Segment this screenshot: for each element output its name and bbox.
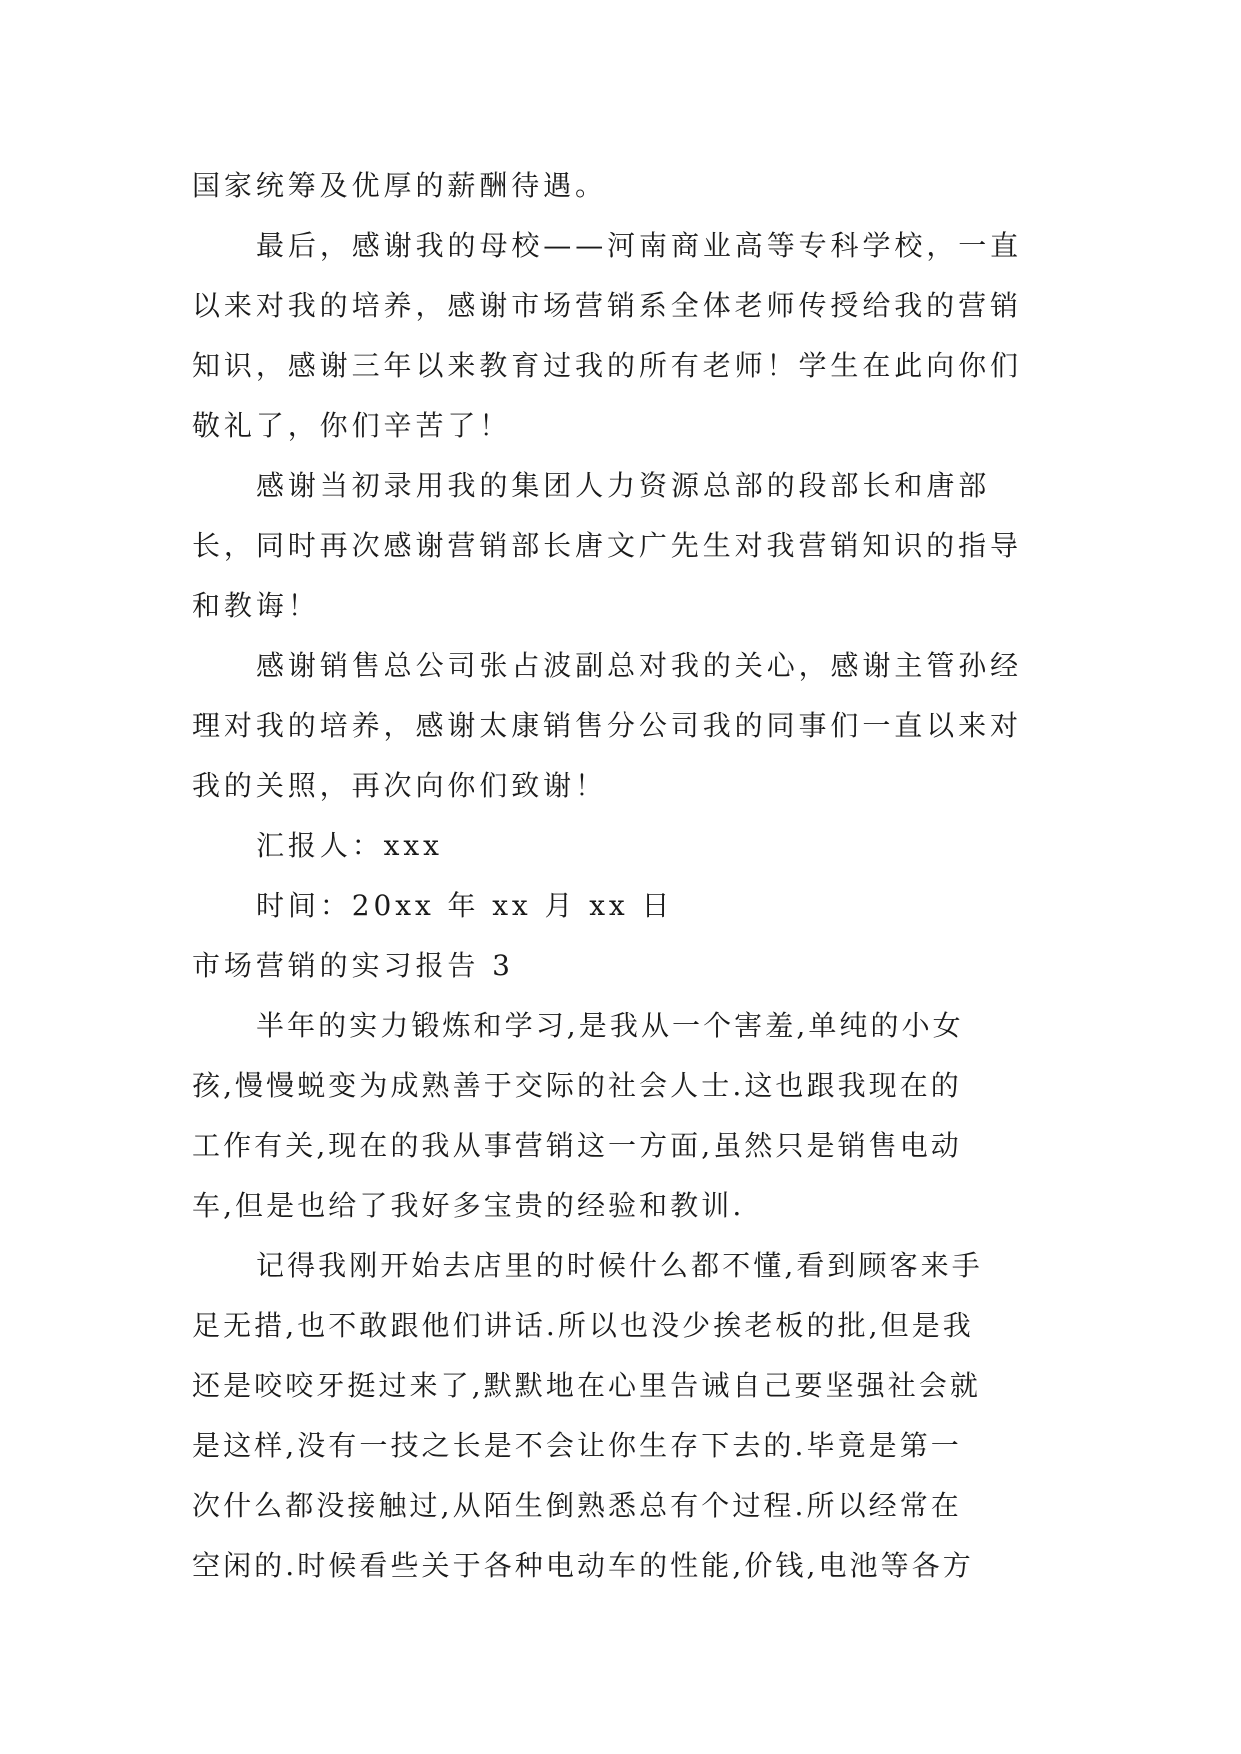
text-line: 长，同时再次感谢营销部长唐文广先生对我营销知识的指导 (192, 529, 1022, 562)
reporter-line: 汇报人：xxx (256, 829, 443, 862)
document-body (192, 156, 1052, 1596)
text-line: 感谢当初录用我的集团人力资源总部的段部长和唐部 (256, 469, 991, 502)
paragraph-thanks-school (192, 216, 1052, 456)
paragraph-thanks-sales (192, 636, 1052, 816)
text-line: 理对我的培养，感谢太康销售分公司我的同事们一直以来对 (192, 709, 1022, 742)
paragraph-internship-experience (192, 1236, 1052, 1596)
text-line: 足无措,也不敢跟他们讲话.所以也没少挨老板的批,但是我 (192, 1309, 974, 1342)
text-line: 最后，感谢我的母校——河南商业高等专科学校，一直 (256, 229, 1023, 262)
text-line: 次什么都没接触过,从陌生倒熟悉总有个过程.所以经常在 (192, 1489, 962, 1522)
text-line: 知识，感谢三年以来教育过我的所有老师！学生在此向你们 (192, 349, 1022, 382)
text-line: 和教诲！ (192, 589, 320, 622)
text-line: 半年的实力锻炼和学习,是我从一个害羞,单纯的小女 (256, 1009, 964, 1042)
text-line: 还是咬咬牙挺过来了,默默地在心里告诫自己要坚强社会就 (192, 1369, 981, 1402)
text-line: 记得我刚开始去店里的时候什么都不懂,看到顾客来手 (256, 1249, 983, 1282)
paragraph-internship-intro (192, 996, 1052, 1236)
text-line: 车,但是也给了我好多宝贵的经验和教训. (192, 1189, 745, 1222)
text-line: 感谢销售总公司张占波副总对我的关心，感谢主管孙经 (256, 649, 1023, 682)
text-line: 我的关照，再次向你们致谢！ (192, 769, 607, 802)
text-line: 以来对我的培养，感谢市场营销系全体老师传授给我的营销 (192, 289, 1022, 322)
text-line: 空闲的.时候看些关于各种电动车的性能,价钱,电池等各方 (192, 1549, 974, 1582)
text-line: 国家统筹及优厚的薪酬待遇。 (192, 169, 607, 202)
section-title: 市场营销的实习报告 3 (192, 949, 514, 982)
text-line: 孩,慢慢蜕变为成熟善于交际的社会人士.这也跟我现在的 (192, 1069, 962, 1102)
date-line: 时间：20xx 年 xx 月 xx 日 (256, 889, 674, 922)
text-line: 工作有关,现在的我从事营销这一方面,虽然只是销售电动 (192, 1129, 962, 1162)
text-line: 敬礼了，你们辛苦了！ (192, 409, 512, 442)
text-line: 是这样,没有一技之长是不会让你生存下去的.毕竟是第一 (192, 1429, 962, 1462)
paragraph-thanks-hr (192, 456, 1052, 636)
